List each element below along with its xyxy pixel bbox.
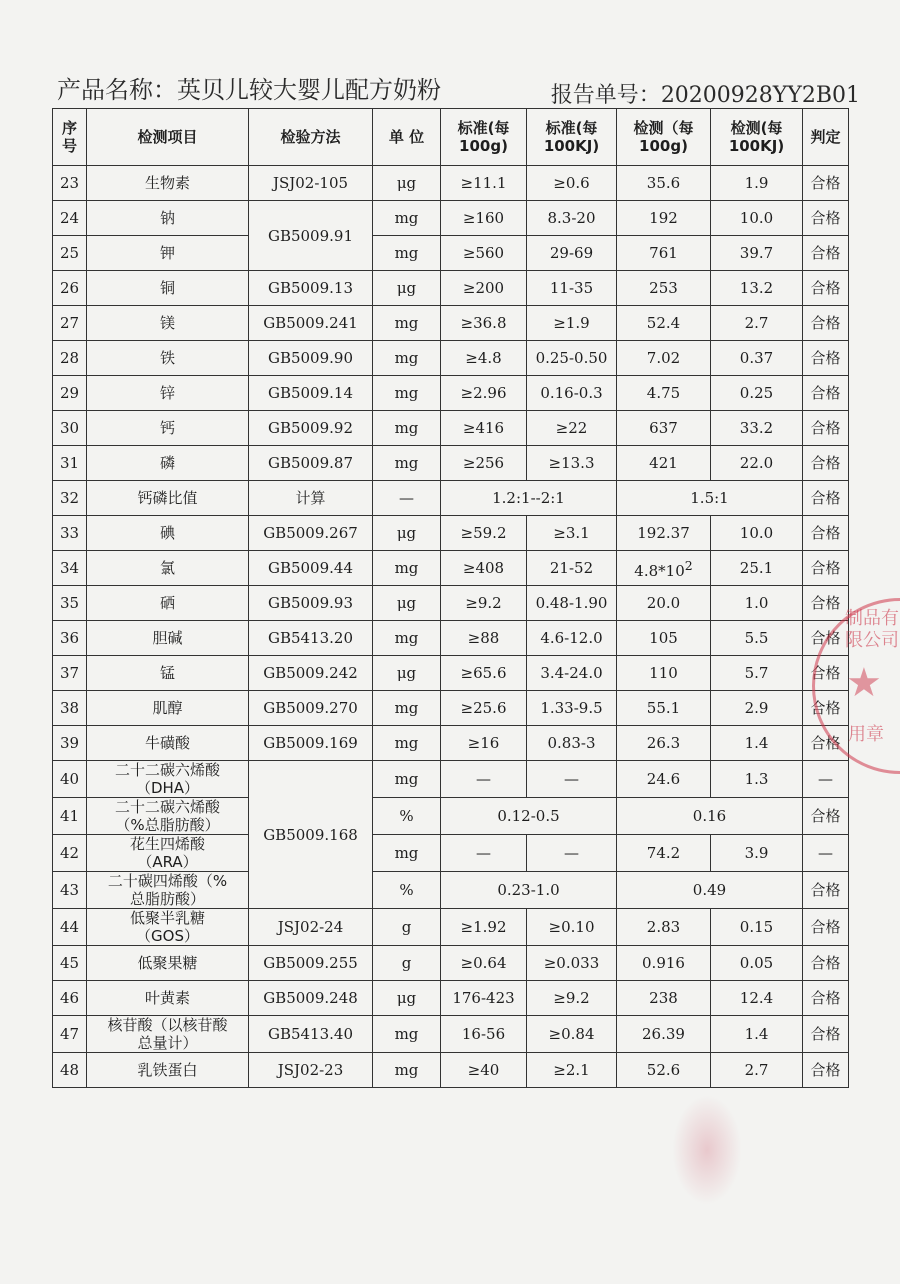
cell-det-100g: 253: [617, 271, 711, 306]
cell-item: 钠: [87, 201, 249, 236]
cell-unit: mg: [373, 761, 441, 798]
cell-verdict: 合格: [803, 551, 849, 586]
cell-std-100kj: ≥3.1: [527, 516, 617, 551]
cell-det-100kj: 25.1: [711, 551, 803, 586]
cell-std-100g: ≥560: [441, 236, 527, 271]
cell-det-100kj: 10.0: [711, 516, 803, 551]
col-unit: 单 位: [373, 109, 441, 166]
cell-item: 锰: [87, 656, 249, 691]
cell-method: GB5009.255: [249, 946, 373, 981]
cell-verdict: 合格: [803, 166, 849, 201]
col-det-100kj: 检测(每100KJ): [711, 109, 803, 166]
cell-unit: mg: [373, 1053, 441, 1088]
cell-item: [87, 835, 249, 872]
item-line-1: 二十二碳六烯酸: [114, 798, 220, 816]
item-line-1: 二十碳四烯酸（%: [107, 872, 228, 890]
cell-verdict: 合格: [803, 236, 849, 271]
cell-unit: mg: [373, 306, 441, 341]
item-line-2: 总脂肪酸）: [129, 890, 205, 908]
cell-verdict: 合格: [803, 798, 849, 835]
cell-det-100g: 0.916: [617, 946, 711, 981]
cell-seq: 42: [53, 835, 87, 872]
seal-text-bottom: 用章: [848, 724, 884, 745]
cell-seq: 28: [53, 341, 87, 376]
cell-item: [87, 909, 249, 946]
table-row: [53, 621, 849, 656]
cell-item: 钙: [87, 411, 249, 446]
table-row: [53, 341, 849, 376]
cell-std-100g: ≥59.2: [441, 516, 527, 551]
cell-std-100kj: 29-69: [527, 236, 617, 271]
col-method: 检验方法: [249, 109, 373, 166]
cell-det-100g: 26.3: [617, 726, 711, 761]
cell-method: GB5009.93: [249, 586, 373, 621]
cell-det-100kj: 2.7: [711, 1053, 803, 1088]
cell-item: [87, 872, 249, 909]
cell-det-merged: 1.5:1: [617, 481, 803, 516]
report-label: 报告单号：: [550, 83, 661, 108]
table-row: [53, 271, 849, 306]
cell-method: GB5413.40: [249, 1016, 373, 1053]
cell-verdict: 合格: [803, 446, 849, 481]
cell-std-100g: ≥36.8: [441, 306, 527, 341]
cell-std-100kj: —: [527, 835, 617, 872]
item-line-2: （GOS）: [136, 927, 199, 945]
cell-det-100g: 192.37: [617, 516, 711, 551]
cell-verdict: 合格: [803, 691, 849, 726]
cell-method: GB5009.44: [249, 551, 373, 586]
cell-verdict: 合格: [803, 516, 849, 551]
cell-det-100kj: 13.2: [711, 271, 803, 306]
cell-item: 铁: [87, 341, 249, 376]
table-row: [53, 201, 849, 236]
cell-item: 胆碱: [87, 621, 249, 656]
cell-std-100kj: ≥0.84: [527, 1016, 617, 1053]
cell-std-100g: ≥416: [441, 411, 527, 446]
cell-seq: 41: [53, 798, 87, 835]
cell-det-100g: 238: [617, 981, 711, 1016]
cell-item: 氯: [87, 551, 249, 586]
cell-item: 镁: [87, 306, 249, 341]
cell-unit: —: [373, 481, 441, 516]
cell-det-100g: 7.02: [617, 341, 711, 376]
cell-verdict: —: [803, 761, 849, 798]
cell-item: 生物素: [87, 166, 249, 201]
cell-method: GB5009.92: [249, 411, 373, 446]
cell-verdict: 合格: [803, 726, 849, 761]
cell-std-100kj: 0.83-3: [527, 726, 617, 761]
table-row: [53, 909, 849, 946]
cell-det-100kj: 0.15: [711, 909, 803, 946]
cell-std-100g: ≥25.6: [441, 691, 527, 726]
cell-std-merged: 1.2:1--2:1: [441, 481, 617, 516]
table-row: [53, 835, 849, 872]
cell-std-100g: 176-423: [441, 981, 527, 1016]
cell-std-100kj: 4.6-12.0: [527, 621, 617, 656]
cell-unit: μg: [373, 516, 441, 551]
item-line-2: （DHA）: [135, 779, 200, 797]
product-name: 英贝儿较大婴儿配方奶粉: [177, 76, 441, 104]
cell-det-100kj: 0.25: [711, 376, 803, 411]
table-row: [53, 236, 849, 271]
cell-det-100g: 24.6: [617, 761, 711, 798]
cell-verdict: 合格: [803, 872, 849, 909]
cell-method: GB5009.91: [249, 201, 373, 271]
cell-item: 钾: [87, 236, 249, 271]
cell-std-100kj: —: [527, 761, 617, 798]
cell-verdict: 合格: [803, 376, 849, 411]
cell-std-100kj: 11-35: [527, 271, 617, 306]
item-line-2: 总量计）: [137, 1034, 198, 1052]
cell-std-100g: —: [441, 761, 527, 798]
cell-method: GB5009.13: [249, 271, 373, 306]
cell-method: GB5009.90: [249, 341, 373, 376]
cell-seq: 23: [53, 166, 87, 201]
col-std-100g: 标准(每100g): [441, 109, 527, 166]
cell-std-100g: 16-56: [441, 1016, 527, 1053]
cell-std-100g: —: [441, 835, 527, 872]
cell-seq: 38: [53, 691, 87, 726]
cell-std-100g: ≥16: [441, 726, 527, 761]
col-item: 检测项目: [87, 109, 249, 166]
cell-method: GB5009.248: [249, 981, 373, 1016]
cell-det-100g: 26.39: [617, 1016, 711, 1053]
cell-unit: %: [373, 872, 441, 909]
cell-seq: 43: [53, 872, 87, 909]
cell-method: GB5009.242: [249, 656, 373, 691]
cell-std-100kj: 3.4-24.0: [527, 656, 617, 691]
cell-verdict: 合格: [803, 1016, 849, 1053]
cell-std-100kj: 8.3-20: [527, 201, 617, 236]
cell-seq: 37: [53, 656, 87, 691]
report-number: [551, 78, 860, 109]
cell-unit: g: [373, 909, 441, 946]
cell-seq: 31: [53, 446, 87, 481]
cell-det-100g: 421: [617, 446, 711, 481]
cell-std-100kj: ≥0.10: [527, 909, 617, 946]
cell-det-100g: 761: [617, 236, 711, 271]
cell-seq: 26: [53, 271, 87, 306]
document-header: [57, 70, 860, 110]
cell-unit: μg: [373, 271, 441, 306]
cell-seq: 27: [53, 306, 87, 341]
cell-item: 牛磺酸: [87, 726, 249, 761]
cell-std-100kj: 0.16-0.3: [527, 376, 617, 411]
cell-unit: mg: [373, 341, 441, 376]
cell-unit: %: [373, 798, 441, 835]
cell-method: GB5413.20: [249, 621, 373, 656]
cell-seq: 46: [53, 981, 87, 1016]
cell-method: GB5009.241: [249, 306, 373, 341]
cell-method: JSJ02-105: [249, 166, 373, 201]
cell-verdict: 合格: [803, 271, 849, 306]
cell-std-100kj: 0.48-1.90: [527, 586, 617, 621]
cell-verdict: 合格: [803, 946, 849, 981]
col-verdict: 判定: [803, 109, 849, 166]
cell-seq: 25: [53, 236, 87, 271]
cell-method: GB5009.14: [249, 376, 373, 411]
table-row: [53, 761, 849, 798]
col-std-100kj: 标准(每100KJ): [527, 109, 617, 166]
report-no: 20200928YY2B01: [660, 83, 860, 108]
cell-det-100kj: 1.4: [711, 726, 803, 761]
cell-std-100kj: ≥22: [527, 411, 617, 446]
cell-item: 肌醇: [87, 691, 249, 726]
cell-std-merged: 0.23-1.0: [441, 872, 617, 909]
cell-verdict: 合格: [803, 621, 849, 656]
table-row: [53, 798, 849, 835]
cell-std-100g: ≥256: [441, 446, 527, 481]
cell-unit: μg: [373, 981, 441, 1016]
cell-verdict: 合格: [803, 586, 849, 621]
cell-item: 磷: [87, 446, 249, 481]
item-line-1: 二十二碳六烯酸: [114, 761, 220, 779]
table-row: [53, 1016, 849, 1053]
product-title: [57, 70, 441, 105]
cell-det-100g: 74.2: [617, 835, 711, 872]
table-row: [53, 481, 849, 516]
table-row: [53, 981, 849, 1016]
cell-verdict: 合格: [803, 341, 849, 376]
cell-det-100kj: 2.7: [711, 306, 803, 341]
table-row: [53, 872, 849, 909]
cell-seq: 35: [53, 586, 87, 621]
cell-unit: mg: [373, 621, 441, 656]
cell-verdict: 合格: [803, 481, 849, 516]
cell-std-100g: ≥1.92: [441, 909, 527, 946]
cell-det-100g: 52.4: [617, 306, 711, 341]
cell-item: [87, 761, 249, 798]
cell-unit: mg: [373, 376, 441, 411]
cell-det-100g: 637: [617, 411, 711, 446]
cell-std-100g: ≥4.8: [441, 341, 527, 376]
cell-std-100kj: 1.33-9.5: [527, 691, 617, 726]
cell-det-100g: 110: [617, 656, 711, 691]
cell-std-100g: ≥200: [441, 271, 527, 306]
cell-item: 碘: [87, 516, 249, 551]
item-line-1: 低聚半乳糖: [129, 909, 205, 927]
table-row: [53, 516, 849, 551]
cell-std-100kj: ≥0.6: [527, 166, 617, 201]
cell-std-100kj: ≥13.3: [527, 446, 617, 481]
cell-det-100g: 55.1: [617, 691, 711, 726]
cell-verdict: 合格: [803, 981, 849, 1016]
cell-item: 乳铁蛋白: [87, 1053, 249, 1088]
table-row: [53, 166, 849, 201]
cell-item: [87, 798, 249, 835]
table-row: [53, 446, 849, 481]
cell-det-100kj: 22.0: [711, 446, 803, 481]
cell-std-100g: ≥408: [441, 551, 527, 586]
table-row: [53, 376, 849, 411]
cell-det-100g: 2.83: [617, 909, 711, 946]
cell-std-100g: ≥88: [441, 621, 527, 656]
cell-unit: mg: [373, 236, 441, 271]
cell-det-100kj: 0.05: [711, 946, 803, 981]
cell-std-100g: ≥0.64: [441, 946, 527, 981]
table-row: [53, 551, 849, 586]
cell-det-100g: 4.75: [617, 376, 711, 411]
cell-seq: 45: [53, 946, 87, 981]
cell-det-100kj: 1.9: [711, 166, 803, 201]
cell-item: [87, 1016, 249, 1053]
cell-det-merged: 0.16: [617, 798, 803, 835]
cell-verdict: 合格: [803, 201, 849, 236]
cell-det-100g: 20.0: [617, 586, 711, 621]
cell-det-100g: 192: [617, 201, 711, 236]
cell-seq: 47: [53, 1016, 87, 1053]
ink-smear: [672, 1095, 742, 1205]
header-row: [53, 109, 849, 166]
cell-std-100g: ≥40: [441, 1053, 527, 1088]
cell-det-100kj: 33.2: [711, 411, 803, 446]
cell-item: 硒: [87, 586, 249, 621]
cell-det-100kj: 12.4: [711, 981, 803, 1016]
item-line-2: （ARA）: [137, 853, 198, 871]
cell-std-100kj: ≥0.033: [527, 946, 617, 981]
det-base: 4.8*10: [634, 561, 685, 580]
cell-method: JSJ02-23: [249, 1053, 373, 1088]
cell-method: GB5009.168: [249, 761, 373, 909]
cell-std-100kj: ≥1.9: [527, 306, 617, 341]
cell-std-100g: ≥160: [441, 201, 527, 236]
cell-det-100g: 52.6: [617, 1053, 711, 1088]
cell-verdict: 合格: [803, 656, 849, 691]
cell-std-100g: ≥9.2: [441, 586, 527, 621]
cell-unit: g: [373, 946, 441, 981]
table-row: [53, 586, 849, 621]
product-label: 产品名称：: [57, 76, 177, 104]
cell-std-100kj: ≥2.1: [527, 1053, 617, 1088]
item-line-2: （%总脂肪酸）: [115, 816, 220, 834]
cell-det-100kj: 39.7: [711, 236, 803, 271]
cell-method: GB5009.87: [249, 446, 373, 481]
cell-det-100kj: 0.37: [711, 341, 803, 376]
cell-method: GB5009.267: [249, 516, 373, 551]
cell-seq: 34: [53, 551, 87, 586]
cell-seq: 33: [53, 516, 87, 551]
cell-unit: mg: [373, 446, 441, 481]
cell-seq: 24: [53, 201, 87, 236]
cell-std-100g: ≥11.1: [441, 166, 527, 201]
cell-seq: 48: [53, 1053, 87, 1088]
cell-item: 叶黄素: [87, 981, 249, 1016]
cell-unit: mg: [373, 1016, 441, 1053]
cell-seq: 40: [53, 761, 87, 798]
cell-seq: 32: [53, 481, 87, 516]
cell-item: 低聚果糖: [87, 946, 249, 981]
cell-seq: 30: [53, 411, 87, 446]
col-seq: 序号: [53, 109, 87, 166]
cell-std-100kj: ≥9.2: [527, 981, 617, 1016]
cell-std-100g: ≥65.6: [441, 656, 527, 691]
cell-std-100g: ≥2.96: [441, 376, 527, 411]
item-line-1: 花生四烯酸: [129, 835, 205, 853]
col-det-100g: 检测（每100g): [617, 109, 711, 166]
cell-seq: 29: [53, 376, 87, 411]
cell-item: 锌: [87, 376, 249, 411]
cell-item: 钙磷比值: [87, 481, 249, 516]
table-row: [53, 946, 849, 981]
cell-method: GB5009.270: [249, 691, 373, 726]
cell-item: 铜: [87, 271, 249, 306]
cell-verdict: 合格: [803, 1053, 849, 1088]
table-row: [53, 691, 849, 726]
cell-unit: mg: [373, 691, 441, 726]
table-row: [53, 1053, 849, 1088]
cell-unit: μg: [373, 586, 441, 621]
cell-unit: mg: [373, 835, 441, 872]
cell-det-100kj: 3.9: [711, 835, 803, 872]
table-row: [53, 411, 849, 446]
cell-seq: 39: [53, 726, 87, 761]
cell-unit: mg: [373, 201, 441, 236]
cell-unit: μg: [373, 656, 441, 691]
cell-det-100g: 35.6: [617, 166, 711, 201]
cell-method: 计算: [249, 481, 373, 516]
cell-det-100kj: 1.0: [711, 586, 803, 621]
seal-text-top: 制品有限公司: [845, 608, 899, 651]
cell-det-100kj: 1.3: [711, 761, 803, 798]
cell-unit: mg: [373, 411, 441, 446]
seal-star-icon: ★: [846, 660, 882, 706]
cell-verdict: 合格: [803, 411, 849, 446]
cell-det-merged: 0.49: [617, 872, 803, 909]
table-row: [53, 656, 849, 691]
cell-seq: 36: [53, 621, 87, 656]
cell-std-merged: 0.12-0.5: [441, 798, 617, 835]
cell-method: GB5009.169: [249, 726, 373, 761]
cell-det-100kj: 1.4: [711, 1016, 803, 1053]
cell-std-100kj: 0.25-0.50: [527, 341, 617, 376]
cell-verdict: —: [803, 835, 849, 872]
cell-det-100kj: 10.0: [711, 201, 803, 236]
cell-verdict: 合格: [803, 306, 849, 341]
cell-det-100g: 105: [617, 621, 711, 656]
cell-verdict: 合格: [803, 909, 849, 946]
cell-method: JSJ02-24: [249, 909, 373, 946]
test-results-table: [52, 108, 849, 1088]
cell-std-100kj: 21-52: [527, 551, 617, 586]
cell-det-100g: [617, 551, 711, 586]
table-row: [53, 726, 849, 761]
cell-unit: mg: [373, 726, 441, 761]
table-row: [53, 306, 849, 341]
item-line-1: 核苷酸（以核苷酸: [107, 1016, 228, 1034]
cell-unit: μg: [373, 166, 441, 201]
cell-det-100kj: 5.5: [711, 621, 803, 656]
cell-det-100kj: 5.7: [711, 656, 803, 691]
cell-det-100kj: 2.9: [711, 691, 803, 726]
cell-unit: mg: [373, 551, 441, 586]
cell-seq: 44: [53, 909, 87, 946]
det-exponent: 2: [684, 557, 693, 573]
